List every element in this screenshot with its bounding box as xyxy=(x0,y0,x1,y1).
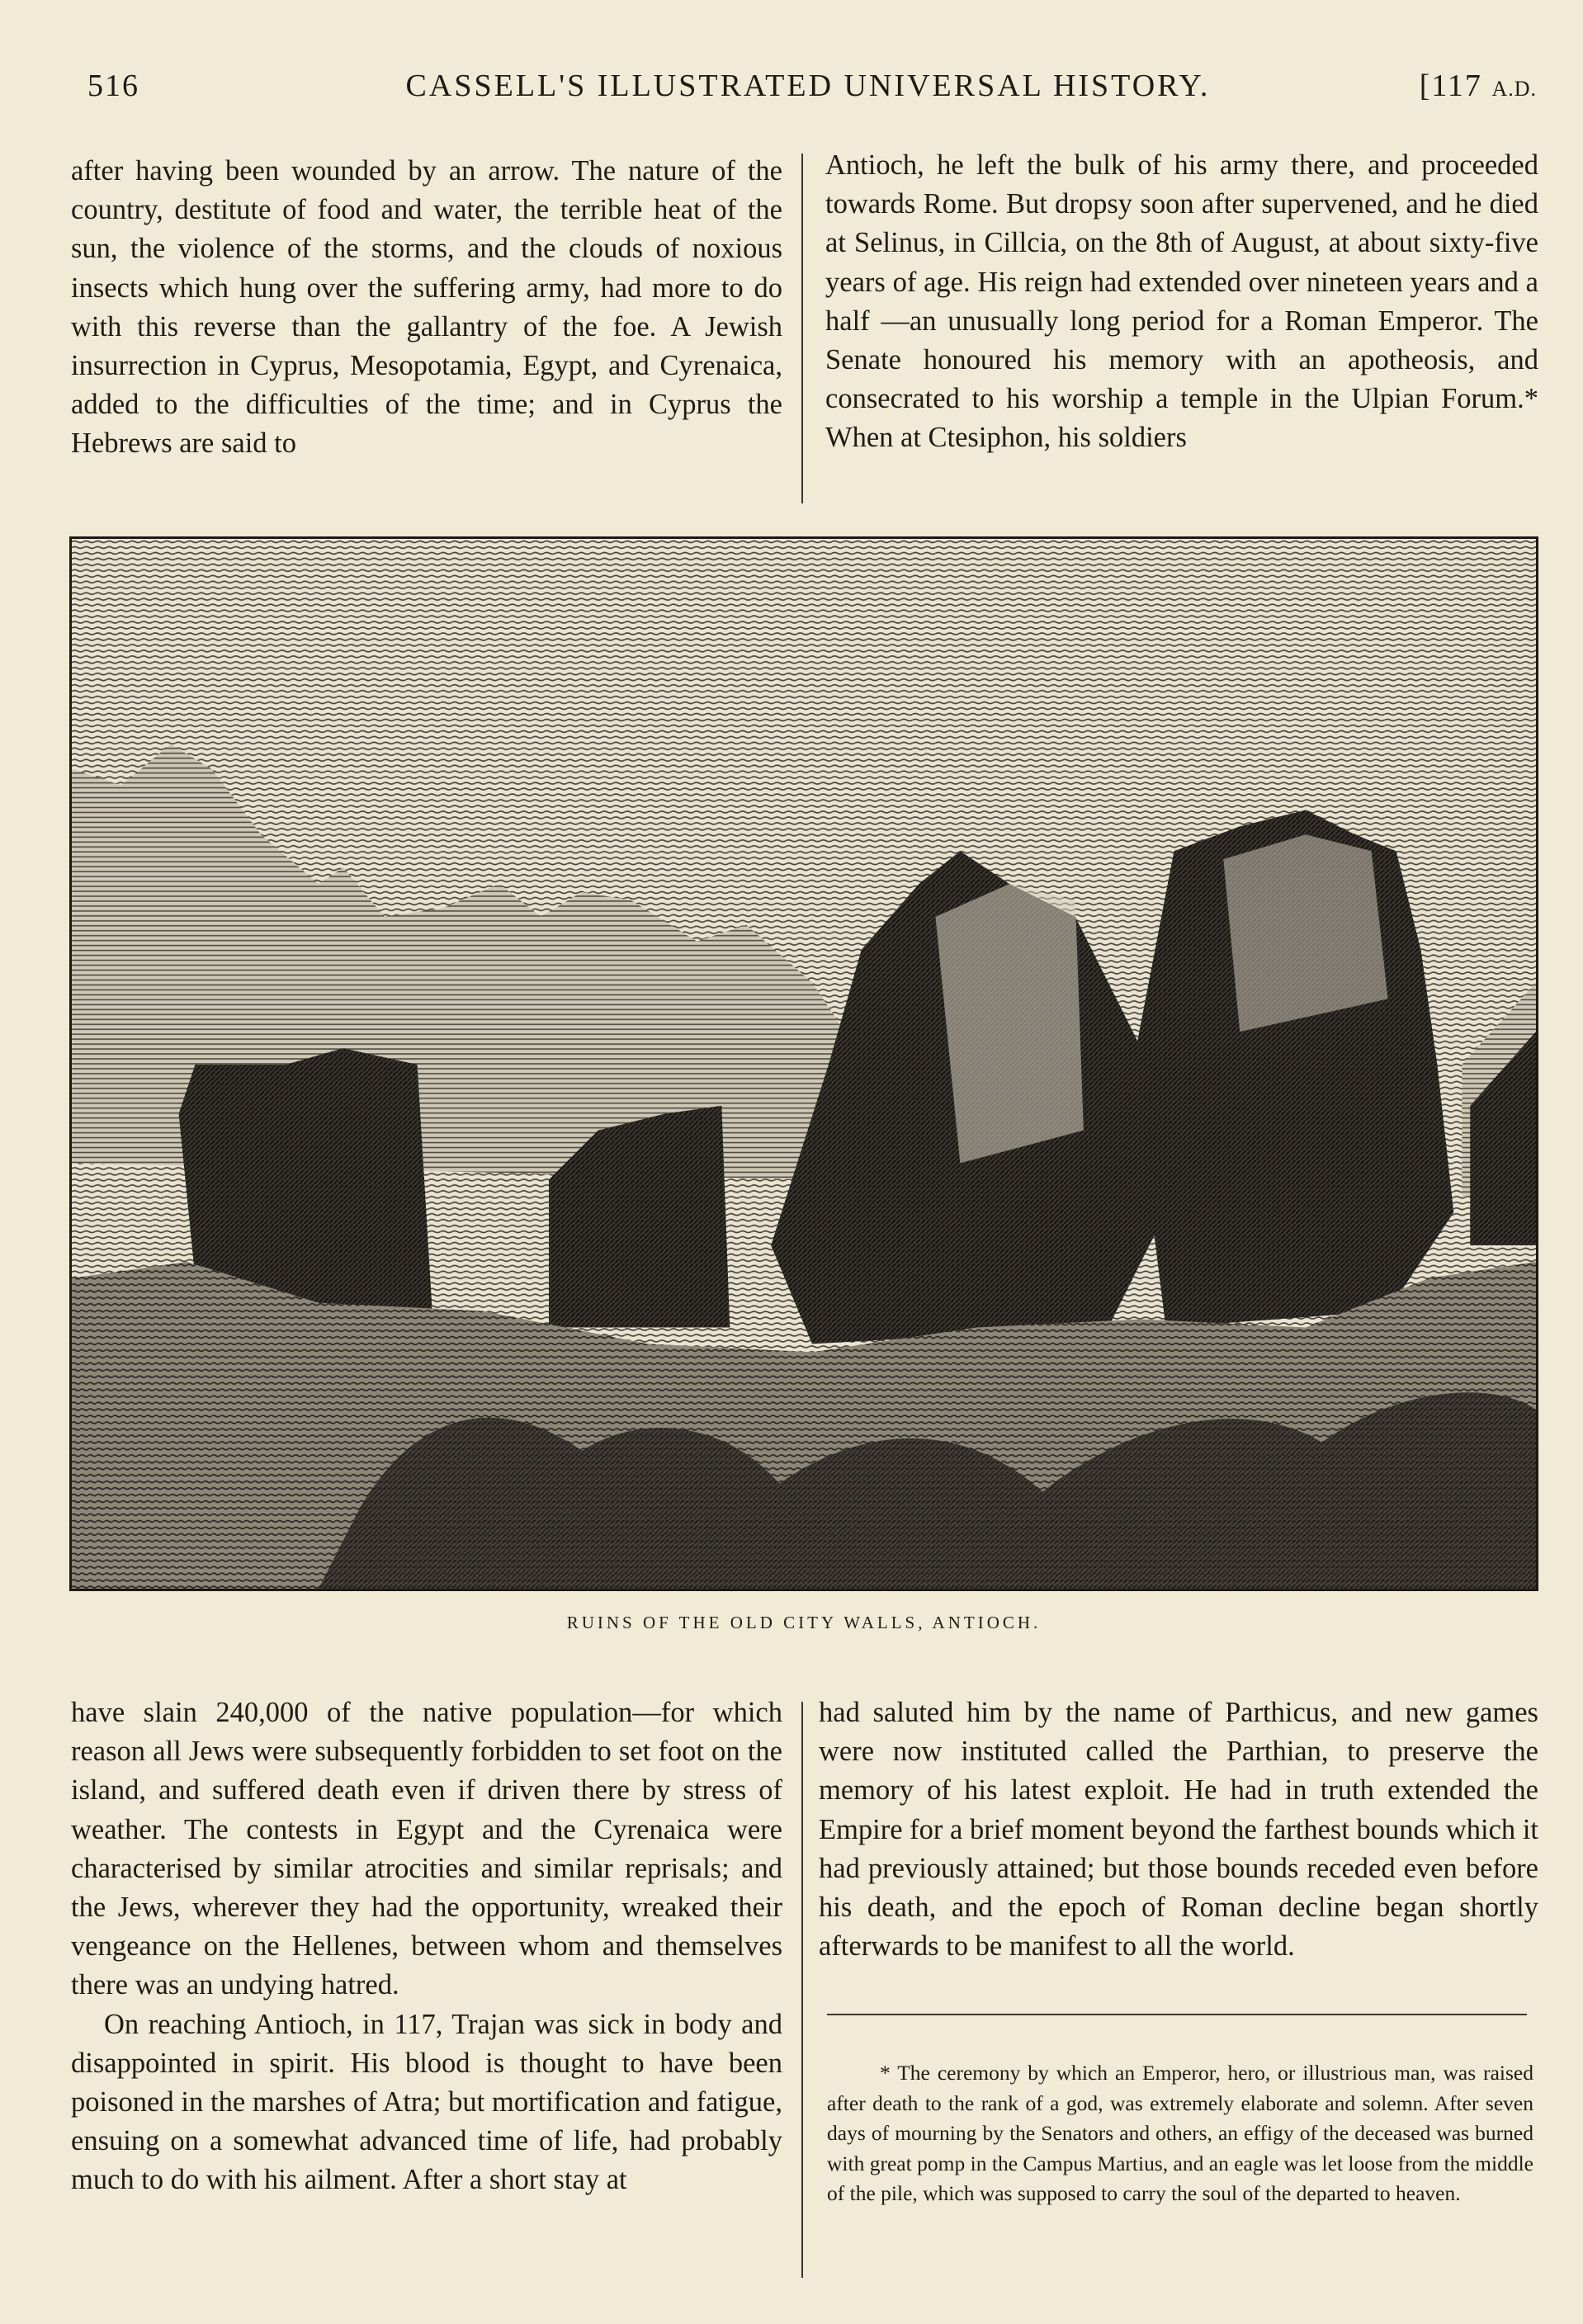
date-era: A.D. xyxy=(1491,77,1537,101)
paragraph: after having been wounded by an arrow. The nature of the country, destitute of food and water, the terrible heat of the sun, the violence of the storms, and the clouds of noxious insects which hung over the suffering army, had more to do with this reverse than the gallantry of the foe. A Jewish insurrection in Cyprus, Mesopotamia, Egypt, and Cyrenaica, added to the difficulties of the time; and in Cyprus the Hebrews are said to xyxy=(71,155,782,460)
column-divider xyxy=(801,1702,803,2278)
engraving-illustration xyxy=(69,536,1538,1591)
footnote-rule xyxy=(827,2014,1527,2015)
column-bottom-left xyxy=(71,1693,782,2200)
running-title: CASSELL'S ILLUSTRATED UNIVERSAL HISTORY. xyxy=(405,68,1211,103)
page-header xyxy=(79,68,1537,117)
paragraph: have slain 240,000 of the native population—for which reason all Jews were subsequently forbidden to set foot on the island, and suffered death even if driven there by stress of weather. The contests in Egypt and the Cyrenaica were characterised by similar atrocities and similar reprisals; and the Jews, wherever they had the opportunity, wreaked their vengeance on the Hellenes, between whom and themselves there was an undying hatred. xyxy=(71,1697,782,2001)
paragraph: had saluted him by the name of Parthicus, and new games were now instituted called the Parthian, to preserve the memory of his latest exploit. He had in truth extended the Empire for a brief moment beyond the farthest bounds which it had previously attained; but those bounds receded even before his death, and the epoch of Roman decline began shortly afterwards to be manifest to all the world. xyxy=(819,1697,1538,1963)
date-tag xyxy=(1420,68,1537,104)
footnote xyxy=(827,2058,1533,2209)
page-number: 516 xyxy=(87,68,139,103)
column-top-right xyxy=(825,146,1538,458)
paragraph: Antioch, he left the bulk of his army there, and proceeded towards Rome. But dropsy soon after supervened, and he died at Selinus, in Cillcia, on the 8th of August, at about sixty-five years of age. His reign had extended over nineteen years and a half —an unusually long period for a Roman Emperor. The Senate honoured his memory with an apotheosis, and consecrated to his worship a temple in the Ulpian Forum.* When at Ctesiphon, his soldiers xyxy=(825,149,1538,454)
ruins-engraving-image xyxy=(72,539,1536,1589)
column-divider xyxy=(801,154,803,503)
date-year: [117 xyxy=(1419,68,1482,103)
paragraph: On reaching Antioch, in 117, Trajan was sick in body and disappointed in spirit. His blood is thought to have been poisoned in the marshes of Atra; but mortification and fatigue, ensuing on a somewhat advanced time of life, had probably much to do with his ailment. After a short stay at xyxy=(71,2008,782,2196)
column-bottom-right xyxy=(819,1693,1538,1966)
figure-caption: RUINS OF THE OLD CITY WALLS, ANTIOCH. xyxy=(566,1613,1042,1632)
footnote-text: * The ceremony by which an Emperor, hero, or illustrious man, was raised after death to the rank of a god, was extremely elaborate and solemn. After seven days of mourning by the Senators and others, an effigy of the deceased was burned with great pomp in the Campus Martius, and an eagle was let loose from the middle of the pile, which was supposed to carry the soul of the departed to heaven. xyxy=(827,2061,1533,2205)
column-top-left xyxy=(71,152,782,464)
